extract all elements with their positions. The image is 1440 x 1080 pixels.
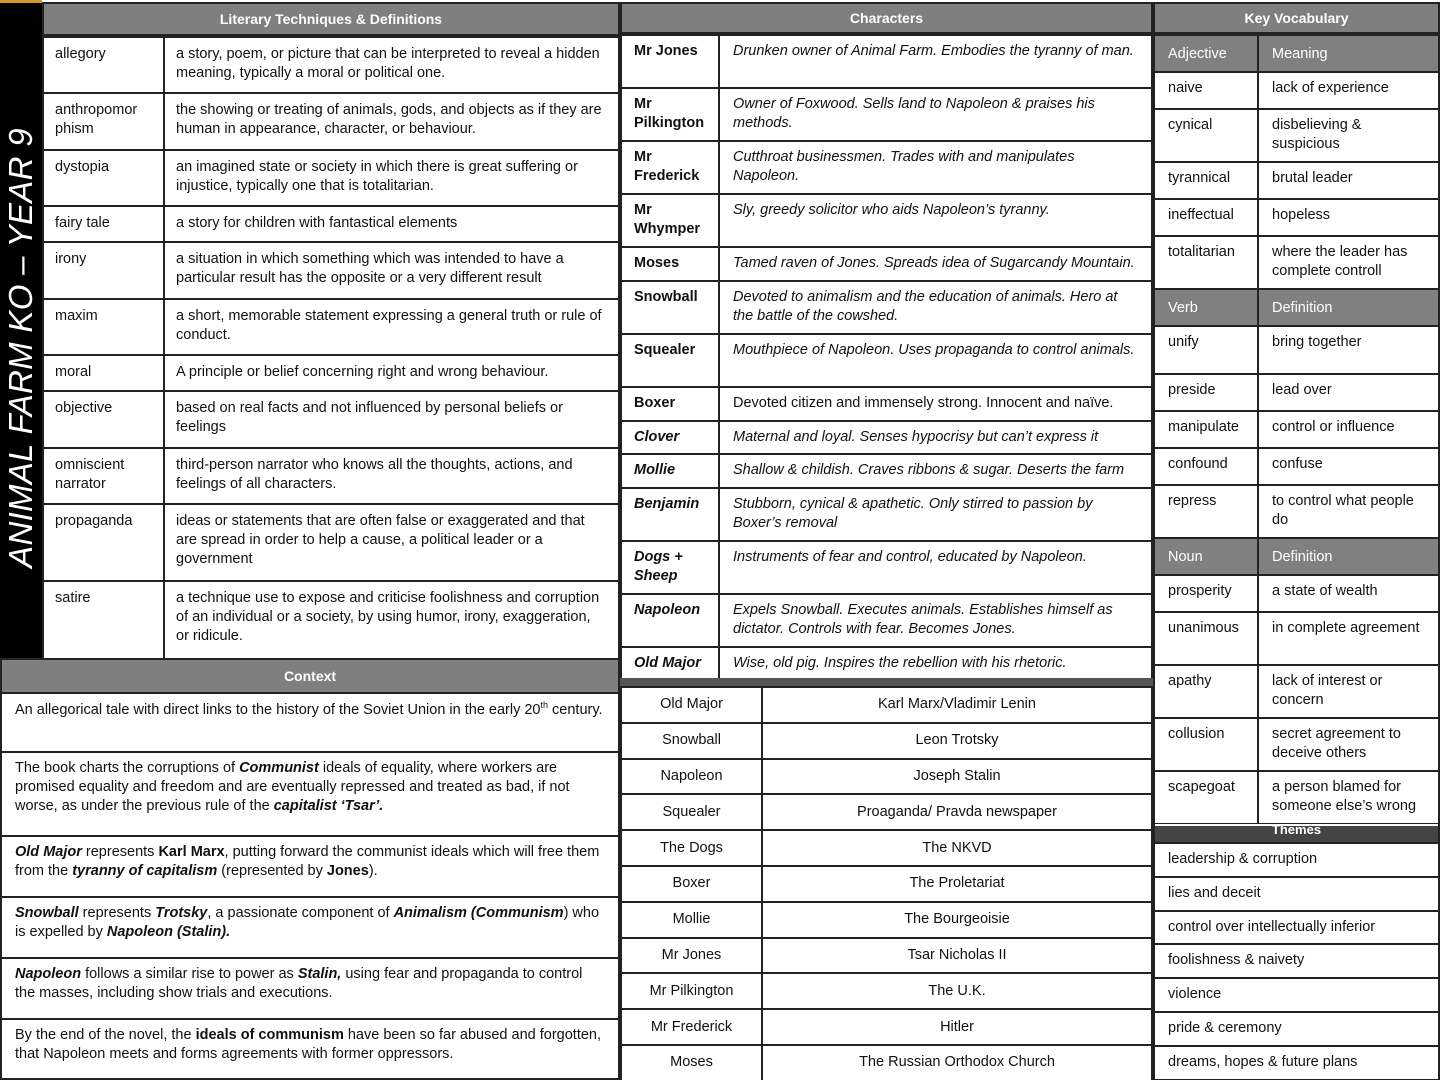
table-row xyxy=(43,206,619,242)
context-paragraph xyxy=(0,837,620,898)
character-name: Mr Jones xyxy=(621,35,719,88)
section-label: Definition xyxy=(1258,538,1439,575)
term-cell: maxim xyxy=(43,299,164,355)
historical-figure-cell: Proaganda/ Pravda newspaper xyxy=(762,794,1152,830)
table-row xyxy=(621,35,1152,88)
character-name: Dogs + Sheep xyxy=(621,541,719,594)
table-row xyxy=(1154,326,1439,374)
term-cell: allegory xyxy=(43,37,164,93)
table-row xyxy=(1154,236,1439,289)
vocab-word: manipulate xyxy=(1154,411,1258,448)
character-cell: Old Major xyxy=(621,687,762,723)
table-row xyxy=(621,1045,1152,1080)
table-row xyxy=(621,687,1152,723)
context-text: , a passionate component of xyxy=(207,905,394,921)
term-cell: irony xyxy=(43,242,164,299)
context-text: follows a similar rise to power as xyxy=(81,966,298,982)
table-row xyxy=(621,902,1152,938)
table-row xyxy=(1154,718,1439,771)
term-cell: anthropomor phism xyxy=(43,93,164,150)
character-cell: Snowball xyxy=(621,723,762,759)
term-cell: dystopia xyxy=(43,150,164,206)
context-emphasis: Animalism (Communism xyxy=(393,905,564,921)
key-vocabulary-panel xyxy=(1153,2,1440,825)
character-description: Cutthroat businessmen. Trades with and manipulates Napoleon. xyxy=(719,141,1152,194)
definition-cell: a situation in which something which was intended to have a particular result has the opposite or a very different result xyxy=(164,242,619,299)
definition-cell: based on real facts and not influenced by personal beliefs or feelings xyxy=(164,391,619,448)
character-description: Tamed raven of Jones. Spreads idea of Sugarcandy Mountain. xyxy=(719,247,1152,281)
definition-cell: a story, poem, or picture that can be interpreted to reveal a hidden meaning, typically a moral or political one. xyxy=(164,37,619,93)
table-row xyxy=(43,504,619,581)
table-row xyxy=(621,281,1152,334)
table-row xyxy=(1154,109,1439,162)
character-description: Expels Snowball. Executes animals. Establishes himself as dictator. Controls with fear. Becomes Jones. xyxy=(719,594,1152,647)
section-label: Definition xyxy=(1258,289,1439,326)
character-description: Instruments of fear and control, educated by Napoleon. xyxy=(719,541,1152,594)
vocab-word: tyrannical xyxy=(1154,162,1258,199)
table-row xyxy=(621,421,1152,454)
term-cell: propaganda xyxy=(43,504,164,581)
table-row xyxy=(1154,448,1439,485)
table-row xyxy=(43,37,619,93)
term-cell: moral xyxy=(43,355,164,391)
context-emphasis: Snowball xyxy=(15,905,79,921)
definition-cell: third-person narrator who knows all the thoughts, actions, and feelings of all characters. xyxy=(164,448,619,504)
table-row xyxy=(1154,72,1439,109)
vocab-meaning: to control what people do xyxy=(1258,485,1439,538)
table-row xyxy=(621,141,1152,194)
table-row xyxy=(621,866,1152,902)
context-emphasis: Jones xyxy=(326,863,369,880)
vocab-meaning: lead over xyxy=(1258,374,1439,411)
vocab-meaning: in complete agreement xyxy=(1258,612,1439,665)
context-paragraph xyxy=(0,1020,620,1080)
historical-parallels-panel xyxy=(620,678,1153,1080)
characters-table xyxy=(620,34,1153,682)
vocab-word: apathy xyxy=(1154,665,1258,718)
term-cell: satire xyxy=(43,581,164,659)
vocab-meaning: confuse xyxy=(1258,448,1439,485)
context-text: The book charts the corruptions of xyxy=(15,760,240,776)
historical-figure-cell: Joseph Stalin xyxy=(762,759,1152,795)
term-cell: objective xyxy=(43,391,164,448)
table-row xyxy=(621,541,1152,594)
character-name: Snowball xyxy=(621,281,719,334)
vocab-word: totalitarian xyxy=(1154,236,1258,289)
character-cell: Moses xyxy=(621,1045,762,1080)
character-description: Sly, greedy solicitor who aids Napoleon’s tyranny. xyxy=(719,194,1152,247)
context-emphasis: Napoleon xyxy=(15,966,82,982)
character-name: Mr Pilkington xyxy=(621,88,719,141)
character-description: Stubborn, cynical & apathetic. Only stirred to passion by Boxer’s removal xyxy=(719,488,1152,541)
characters-panel xyxy=(620,2,1153,682)
table-row xyxy=(621,1009,1152,1045)
definition-cell: ideas or statements that are often false or exaggerated and that are spread in order to help a cause, a political leader or a government xyxy=(164,504,619,581)
vocab-word: unify xyxy=(1154,326,1258,374)
section-label: Meaning xyxy=(1258,35,1439,72)
context-text: have been so far abused and forgotten, that Napoleon meets and forms agreements with former oppressors. xyxy=(15,1027,602,1063)
character-name: Napoleon xyxy=(621,594,719,647)
vocab-word: unanimous xyxy=(1154,612,1258,665)
vocab-meaning: bring together xyxy=(1258,326,1439,374)
context-text: ideals of equality, where workers are promised equality and freedom and are eventually repressed and treated as bad, if not worse, as under the previous rule of the xyxy=(15,760,570,815)
vocab-meaning: a state of wealth xyxy=(1258,575,1439,612)
character-description: Maternal and loyal. Senses hypocrisy but can’t express it xyxy=(719,421,1152,454)
vocab-meaning: where the leader has complete controll xyxy=(1258,236,1439,289)
table-row xyxy=(621,830,1152,866)
character-cell: Mr Jones xyxy=(621,938,762,974)
context-emphasis: capitalist ‘Tsar’. xyxy=(273,798,384,815)
character-cell: Mollie xyxy=(621,902,762,938)
context-text: An allegorical tale with direct links to the history of the Soviet Union in the early 20 xyxy=(15,701,541,718)
literary-techniques-panel xyxy=(42,2,620,660)
section-header-row xyxy=(1154,538,1439,575)
vocab-word: cynical xyxy=(1154,109,1258,162)
table-row xyxy=(621,334,1152,387)
table-row xyxy=(621,759,1152,795)
table-row xyxy=(43,242,619,299)
theme-item: leadership & corruption xyxy=(1153,844,1440,878)
character-name: Mollie xyxy=(621,454,719,488)
character-name: Boxer xyxy=(621,387,719,421)
themes-panel xyxy=(1153,824,1440,1080)
term-cell: omniscient narrator xyxy=(43,448,164,504)
context-header: Context xyxy=(0,658,620,694)
vocab-word: naive xyxy=(1154,72,1258,109)
definition-cell: an imagined state or society in which there is great suffering or injustice, typically one that is totalitarian. xyxy=(164,150,619,206)
character-description: Devoted to animalism and the education of animals. Hero at the battle of the cowshed. xyxy=(719,281,1152,334)
section-label: Adjective xyxy=(1154,35,1258,72)
context-panel xyxy=(0,658,620,1080)
character-cell: Mr Pilkington xyxy=(621,973,762,1009)
character-name: Squealer xyxy=(621,334,719,387)
context-paragraph xyxy=(0,898,620,959)
theme-item: control over intellectually inferior xyxy=(1153,912,1440,946)
table-row xyxy=(621,647,1152,681)
historical-figure-cell: The Russian Orthodox Church xyxy=(762,1045,1152,1080)
superscript: th xyxy=(540,700,549,710)
context-text: represents xyxy=(78,905,156,921)
section-header-row xyxy=(1154,289,1439,326)
context-emphasis: Napoleon (Stalin). xyxy=(106,924,231,941)
context-text: , putting forward the communist ideals which will free them from the xyxy=(15,844,600,880)
vocab-word: confound xyxy=(1154,448,1258,485)
definition-cell: a technique use to expose and criticise foolishness and corruption of an individual or a society, by using humor, irony, exaggeration, or ridicule. xyxy=(164,581,619,659)
character-name: Old Major xyxy=(621,647,719,681)
themes-header: Themes xyxy=(1153,824,1440,844)
table-row xyxy=(43,581,619,659)
vocab-meaning: brutal leader xyxy=(1258,162,1439,199)
table-row xyxy=(621,454,1152,488)
character-description: Devoted citizen and immensely strong. Innocent and naïve. xyxy=(719,387,1152,421)
vocab-meaning: a person blamed for someone else’s wrong xyxy=(1258,771,1439,824)
context-text: By the end of the novel, the xyxy=(15,1027,196,1043)
table-row xyxy=(43,448,619,504)
context-text: century. xyxy=(548,701,603,718)
theme-item: dreams, hopes & future plans xyxy=(1153,1047,1440,1080)
definition-cell: a short, memorable statement expressing a general truth or rule of conduct. xyxy=(164,299,619,355)
character-description: Shallow & childish. Craves ribbons & sugar. Deserts the farm xyxy=(719,454,1152,488)
table-row xyxy=(621,194,1152,247)
theme-item: pride & ceremony xyxy=(1153,1013,1440,1047)
vocab-word: scapegoat xyxy=(1154,771,1258,824)
character-description: Drunken owner of Animal Farm. Embodies the tyranny of man. xyxy=(719,35,1152,88)
vocab-word: collusion xyxy=(1154,718,1258,771)
key-vocabulary-table xyxy=(1153,34,1440,825)
side-title-bar xyxy=(0,0,42,658)
vocab-meaning: hopeless xyxy=(1258,199,1439,236)
table-row xyxy=(621,973,1152,1009)
table-row xyxy=(1154,162,1439,199)
table-row xyxy=(621,594,1152,647)
vocab-meaning: disbelieving & suspicious xyxy=(1258,109,1439,162)
historical-figure-cell: The NKVD xyxy=(762,830,1152,866)
historical-figure-cell: The Bourgeoisie xyxy=(762,902,1152,938)
definition-cell: a story for children with fantastical elements xyxy=(164,206,619,242)
vocab-meaning: secret agreement to deceive others xyxy=(1258,718,1439,771)
vocab-word: prosperity xyxy=(1154,575,1258,612)
character-description: Owner of Foxwood. Sells land to Napoleon & praises his methods. xyxy=(719,88,1152,141)
character-cell: The Dogs xyxy=(621,830,762,866)
table-row xyxy=(1154,411,1439,448)
character-name: Moses xyxy=(621,247,719,281)
context-paragraph xyxy=(0,753,620,837)
table-row xyxy=(1154,485,1439,538)
theme-item: violence xyxy=(1153,979,1440,1013)
term-cell: fairy tale xyxy=(43,206,164,242)
context-emphasis: Old Major xyxy=(15,844,82,860)
historical-figure-cell: The Proletariat xyxy=(762,866,1152,902)
table-row xyxy=(621,488,1152,541)
table-row xyxy=(1154,665,1439,718)
context-paragraph xyxy=(0,959,620,1020)
table-row xyxy=(621,387,1152,421)
character-name: Mr Whymper xyxy=(621,194,719,247)
context-emphasis: Communist xyxy=(239,760,319,776)
table-row xyxy=(1154,771,1439,824)
context-emphasis: tyranny of capitalism xyxy=(72,863,218,880)
historical-figure-cell: Hitler xyxy=(762,1009,1152,1045)
table-row xyxy=(621,794,1152,830)
key-vocabulary-header: Key Vocabulary xyxy=(1153,2,1440,34)
character-description: Wise, old pig. Inspires the rebellion with his rhetoric. xyxy=(719,647,1152,681)
vocab-word: repress xyxy=(1154,485,1258,538)
theme-item: foolishness & naivety xyxy=(1153,945,1440,979)
character-cell: Mr Frederick xyxy=(621,1009,762,1045)
context-text: represents xyxy=(81,844,159,860)
historical-figure-cell: Tsar Nicholas II xyxy=(762,938,1152,974)
table-row xyxy=(1154,612,1439,665)
character-cell: Napoleon xyxy=(621,759,762,795)
context-emphasis: Stalin, xyxy=(297,966,342,982)
character-cell: Squealer xyxy=(621,794,762,830)
table-row xyxy=(1154,575,1439,612)
vocab-meaning: lack of experience xyxy=(1258,72,1439,109)
table-row xyxy=(621,88,1152,141)
table-row xyxy=(1154,199,1439,236)
table-row xyxy=(621,938,1152,974)
character-name: Mr Frederick xyxy=(621,141,719,194)
section-label: Noun xyxy=(1154,538,1258,575)
vocab-word: ineffectual xyxy=(1154,199,1258,236)
context-emphasis: ideals of communism xyxy=(195,1027,344,1043)
vocab-meaning: control or influence xyxy=(1258,411,1439,448)
table-row xyxy=(43,93,619,150)
literary-techniques-header: Literary Techniques & Definitions xyxy=(42,2,620,36)
context-emphasis: Karl Marx xyxy=(158,844,225,860)
table-row xyxy=(43,391,619,448)
definition-cell: the showing or treating of animals, gods, and objects as if they are human in appearance, character, or behaviour. xyxy=(164,93,619,150)
historical-figure-cell: Karl Marx/Vladimir Lenin xyxy=(762,687,1152,723)
table-row xyxy=(621,723,1152,759)
literary-techniques-table xyxy=(42,36,620,660)
vocab-meaning: lack of interest or concern xyxy=(1258,665,1439,718)
section-header-row xyxy=(1154,35,1439,72)
historical-figure-cell: Leon Trotsky xyxy=(762,723,1152,759)
context-emphasis: Trotsky xyxy=(155,905,208,921)
table-row xyxy=(621,247,1152,281)
context-text: ). xyxy=(368,863,378,880)
character-name: Clover xyxy=(621,421,719,454)
table-row xyxy=(43,299,619,355)
characters-header: Characters xyxy=(620,2,1153,34)
vocab-word: preside xyxy=(1154,374,1258,411)
character-cell: Boxer xyxy=(621,866,762,902)
table-row xyxy=(1154,374,1439,411)
definition-cell: A principle or belief concerning right and wrong behaviour. xyxy=(164,355,619,391)
table-row xyxy=(43,150,619,206)
document-title: ANIMAL FARM KO – YEAR 9 xyxy=(2,128,40,568)
theme-item: lies and deceit xyxy=(1153,878,1440,912)
table-row xyxy=(43,355,619,391)
context-paragraph xyxy=(0,694,620,753)
historical-parallels-table xyxy=(620,686,1153,1080)
context-text: using fear and propaganda to control the masses, including show trials and executions. xyxy=(15,966,583,1002)
context-text: ) who is expelled by xyxy=(15,905,600,941)
character-description: Mouthpiece of Napoleon. Uses propaganda to control animals. xyxy=(719,334,1152,387)
section-label: Verb xyxy=(1154,289,1258,326)
historical-figure-cell: The U.K. xyxy=(762,973,1152,1009)
context-text: (represented by xyxy=(217,863,327,880)
character-name: Benjamin xyxy=(621,488,719,541)
